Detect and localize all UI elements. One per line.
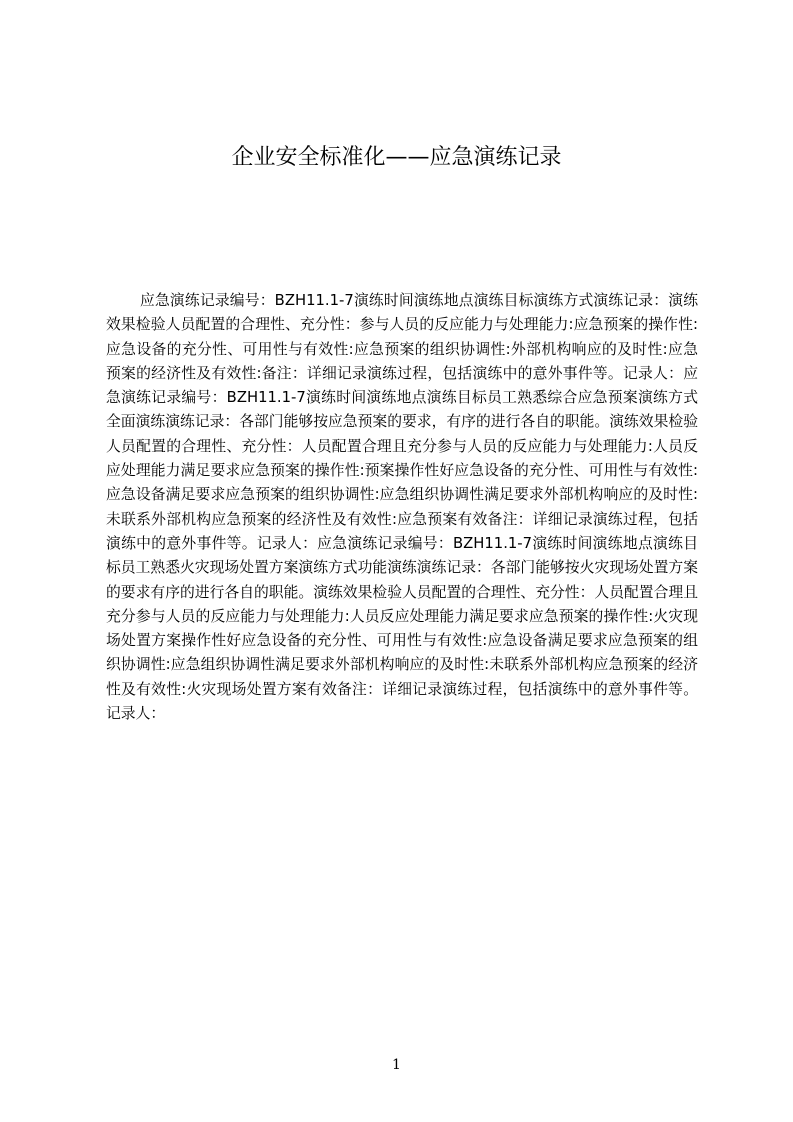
- page-title: 企业安全标准化——应急演练记录: [231, 145, 562, 170]
- body-paragraph: 应急演练记录编号：BZH11.1-7演练时间演练地点演练目标演练方式演练记录：演练效果检验人员配置的合理性、充分性：参与人员的反应能力与处理能力:应急预案的操作性:应急设备的充分性、可用性与有效性:应急预案的组织协调性:外部机构响应的及时性:应急预案的经济性及有效性:备注：详细记录演练过程，包括演练中的意外事件等。记录人：应急演练记录编号：BZH11.1-7演练时间演练地点演练目标员工熟悉综合应急预案演练方式全面演练演练记录：各部门能够按应急预案的要求，有序的进行各自的职能。演练效果检验人员配置的合理性、充分性：人员配置合理且充分参与人员的反应能力与处理能力:人员反应处理能力满足要求应急预案的操作性:预案操作性好应急设备的充分性、可用性与有效性:应急设备满足要求应急预案的组织协调性:应急组织协调性满足要求外部机构响应的及时性:未联系外部机构应急预案的经济性及有效性:应急预案有效备注：详细记录演练过程，包括演练中的意外事件等。记录人：应急演练记录编号：BZH11.1-7演练时间演练地点演练目标员工熟悉火灾现场处置方案演练方式功能演练演练记录：各部门能够按火灾现场处置方案的要求有序的进行各自的职能。演练效果检验人员配置的合理性、充分性：人员配置合理且充分参与人员的反应能力与处理能力:人员反应处理能力满足要求应急预案的操作性:火灾现场处置方案操作性好应急设备的充分性、可用性与有效性:应急设备满足要求应急预案的组织协调性:应急组织协调性满足要求外部机构响应的及时性:未联系外部机构应急预案的经济性及有效性:火灾现场处置方案有效备注：详细记录演练过程，包括演练中的意外事件等。记录人：: [106, 292, 698, 723]
- page-number: 1: [392, 1057, 401, 1073]
